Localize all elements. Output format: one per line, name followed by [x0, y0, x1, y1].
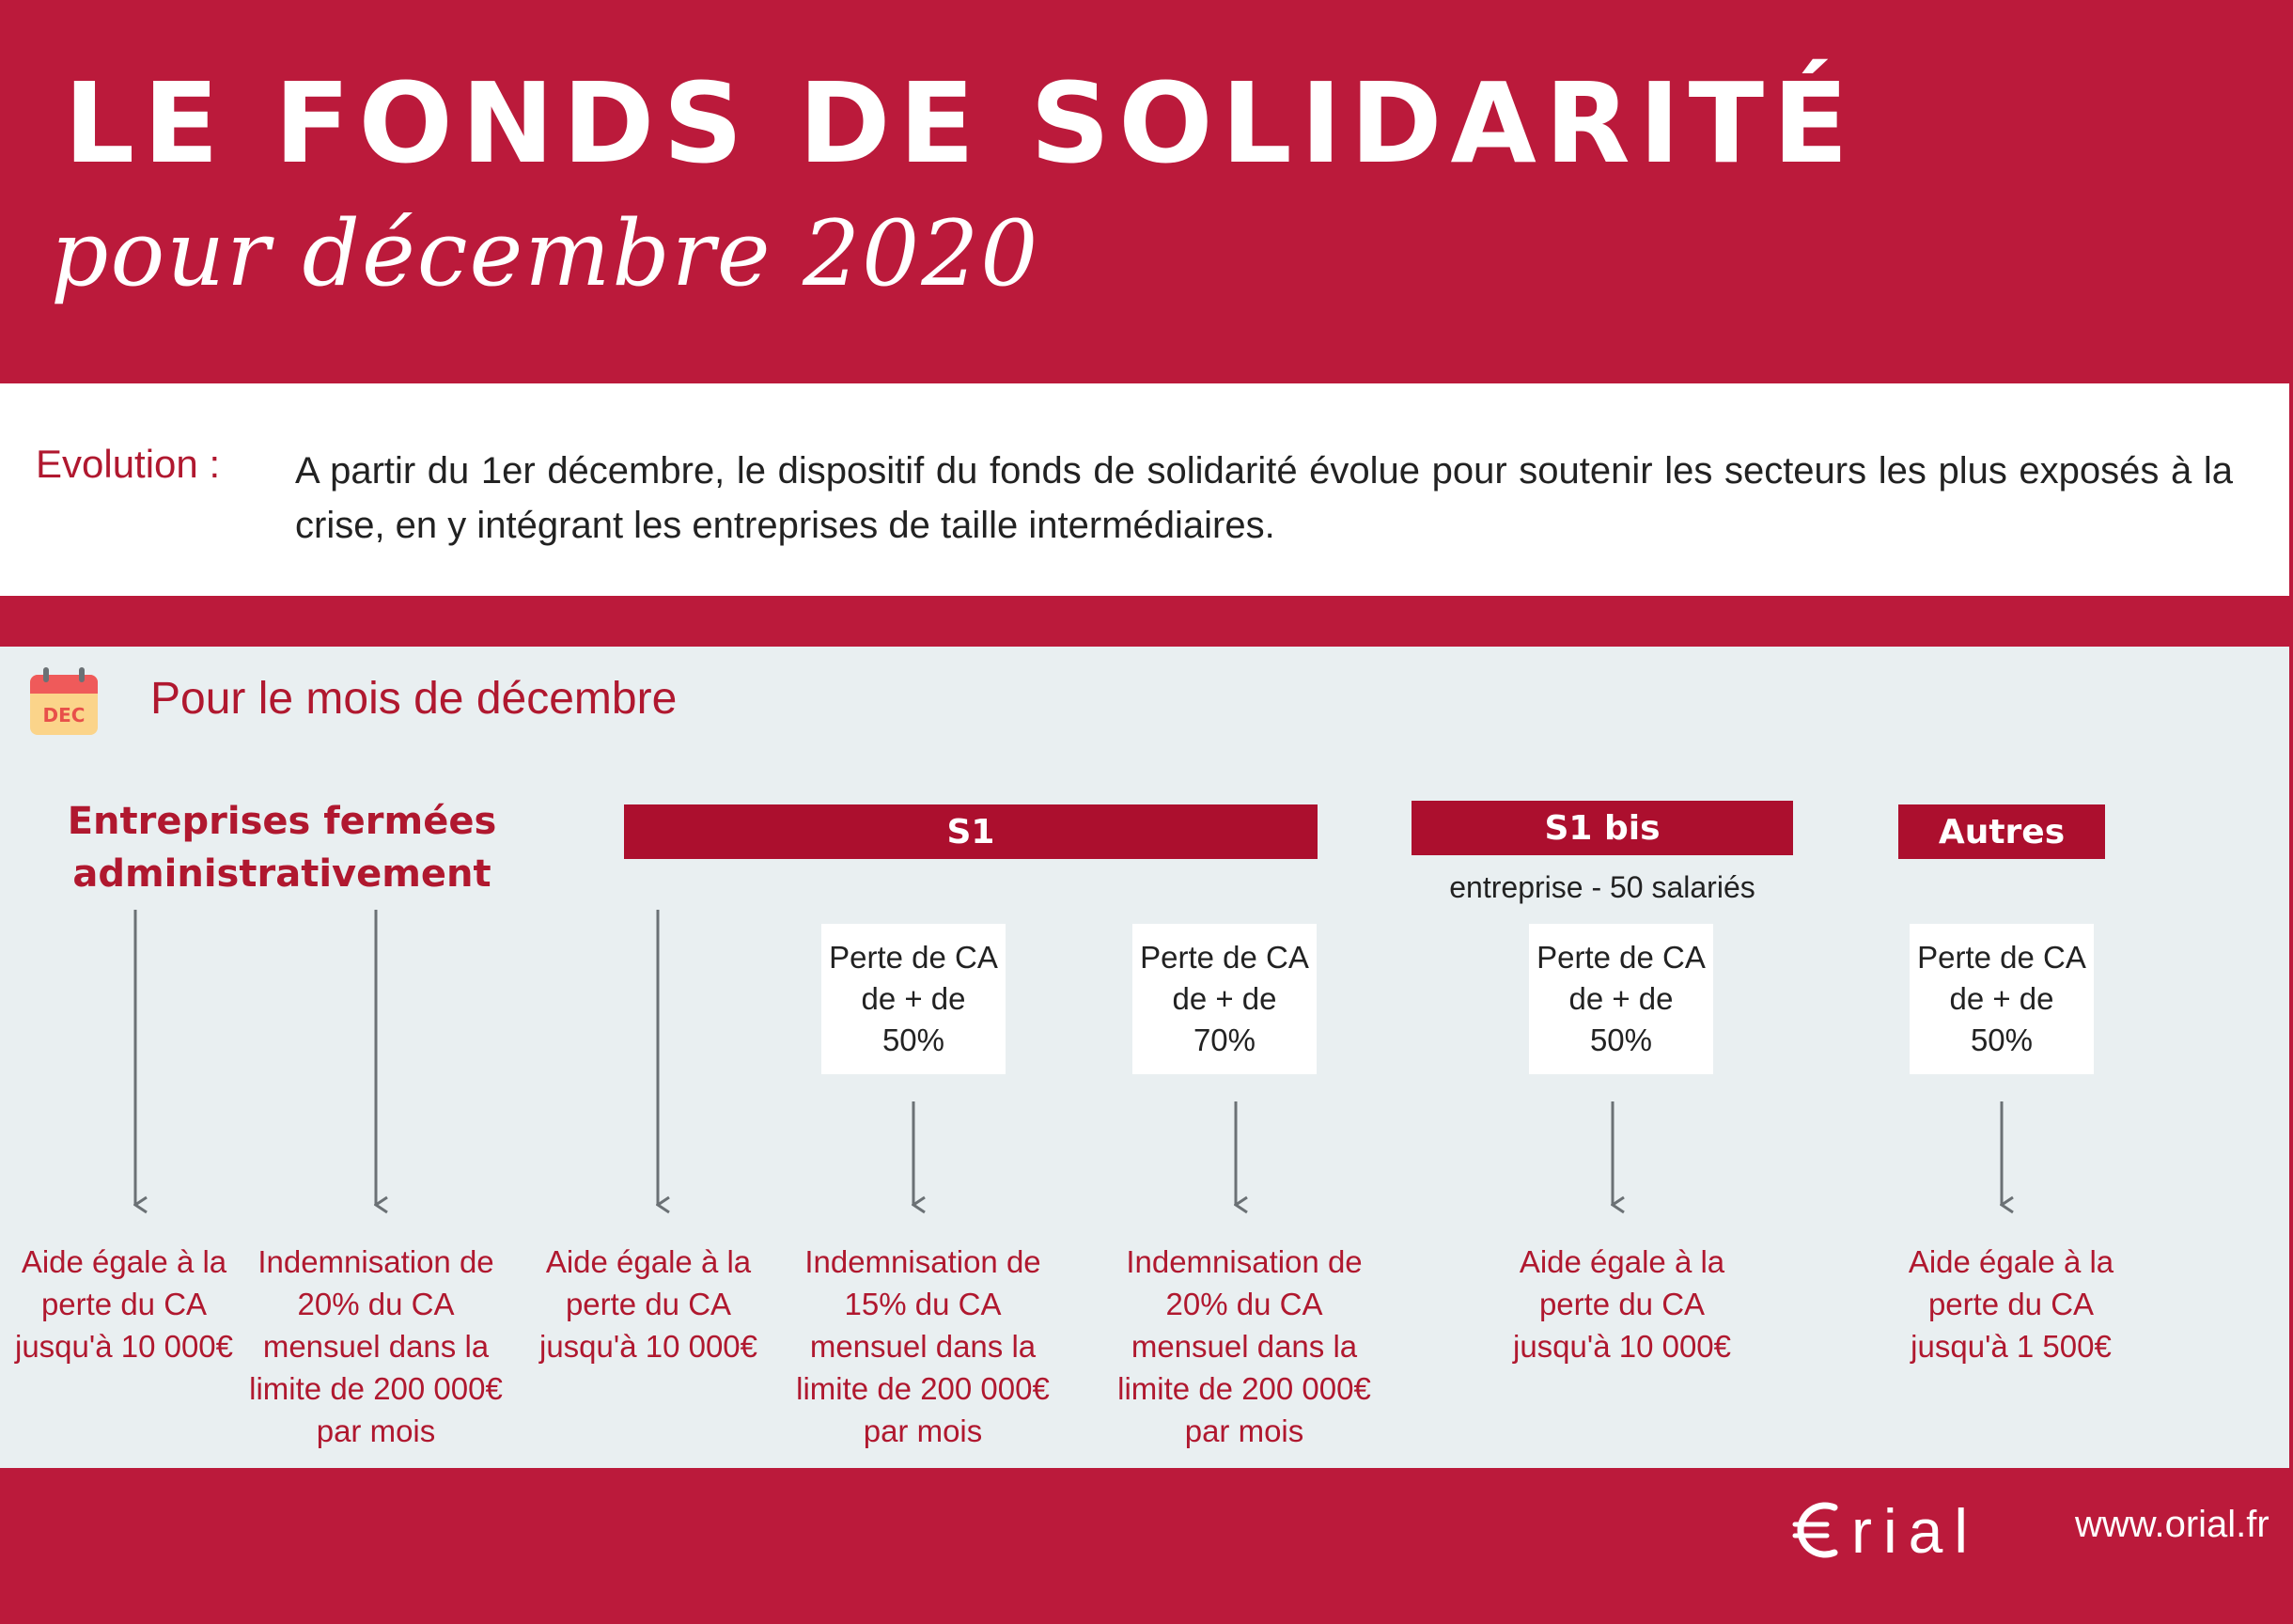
result-line: Aide égale à la: [21, 1244, 227, 1279]
result-line: par mois: [316, 1413, 436, 1448]
result-text: [4, 1241, 244, 1367]
result-line: par mois: [863, 1413, 983, 1448]
condition-box: [1529, 924, 1713, 1074]
result-line: 15% du CA: [844, 1287, 1002, 1321]
condition-box: [1910, 924, 2094, 1074]
result-line: jusqu'à 10 000€: [15, 1329, 233, 1364]
condition-box: [1132, 924, 1317, 1074]
autres-bar: Autres: [1898, 804, 2105, 859]
result-line: par mois: [1184, 1413, 1304, 1448]
result-text: [528, 1241, 769, 1367]
result-line: Aide égale à la: [1908, 1244, 2114, 1279]
section-title: Pour le mois de décembre: [150, 674, 678, 724]
condition-line: Perte de CA: [1536, 940, 1706, 975]
page-subtitle: pour décembre 2020: [51, 201, 1040, 306]
condition-line: de + de: [861, 981, 966, 1016]
condition-line: 50%: [881, 1023, 945, 1057]
condition-box: [821, 924, 1006, 1074]
orial-logo: [1786, 1492, 2011, 1568]
page-title: LE FONDS DE SOLIDARITÉ: [64, 58, 1857, 188]
result-text: [791, 1241, 1054, 1452]
result-line: mensuel dans la: [1131, 1329, 1358, 1364]
result-line: limite de 200 000€: [796, 1371, 1050, 1406]
calendar-icon: [28, 665, 100, 737]
condition-line: Perte de CA: [1917, 940, 2086, 975]
result-line: mensuel dans la: [809, 1329, 1037, 1364]
condition-line: Perte de CA: [829, 940, 998, 975]
result-line: Indemnisation de: [804, 1244, 1041, 1279]
result-line: 20% du CA: [297, 1287, 455, 1321]
result-line: 20% du CA: [1165, 1287, 1323, 1321]
result-line: Aide égale à la: [1519, 1244, 1725, 1279]
condition-line: 50%: [1970, 1023, 2034, 1057]
result-line: jusqu'à 10 000€: [1513, 1329, 1731, 1364]
calendar-icon-label: DEC: [42, 704, 86, 726]
condition-line: de + de: [1568, 981, 1674, 1016]
closed-heading-line: Entreprises fermées: [67, 800, 497, 843]
result-line: jusqu'à 10 000€: [539, 1329, 757, 1364]
result-line: Aide égale à la: [545, 1244, 752, 1279]
s1bis-bar: S1 bis: [1412, 801, 1793, 855]
condition-line: 50%: [1589, 1023, 1653, 1057]
condition-line: 70%: [1193, 1023, 1256, 1057]
closed-businesses-heading: [38, 795, 526, 900]
result-line: mensuel dans la: [262, 1329, 490, 1364]
closed-heading-line: administrativement: [72, 852, 491, 896]
result-line: Indemnisation de: [1126, 1244, 1363, 1279]
intro-panel: [0, 383, 2289, 596]
s1-bar: S1: [624, 804, 1318, 859]
condition-line: Perte de CA: [1140, 940, 1309, 975]
result-line: limite de 200 000€: [249, 1371, 503, 1406]
evolution-label: Evolution :: [36, 442, 221, 486]
result-text: [1113, 1241, 1376, 1452]
website-link[interactable]: www.orial.fr: [2075, 1504, 2270, 1545]
result-line: perte du CA: [565, 1287, 732, 1321]
condition-line: de + de: [1949, 981, 2054, 1016]
result-text: [1502, 1241, 1742, 1367]
result-line: perte du CA: [1927, 1287, 2095, 1321]
result-line: perte du CA: [1538, 1287, 1706, 1321]
condition-line: de + de: [1172, 981, 1277, 1016]
result-text: [244, 1241, 507, 1452]
result-line: Indemnisation de: [257, 1244, 494, 1279]
evolution-text: A partir du 1er décembre, le dispositif du fonds de solidarité évolue pour soutenir les secteurs les plus exposés à la crise, en y intégrant les entreprises de taille intermédiaires.: [295, 450, 2233, 546]
s1bis-subtitle: entreprise - 50 salariés: [1449, 870, 1755, 904]
result-line: limite de 200 000€: [1117, 1371, 1371, 1406]
result-text: [1891, 1241, 2131, 1367]
logo-text: rial: [1851, 1496, 1980, 1566]
result-line: jusqu'à 1 500€: [1911, 1329, 2112, 1364]
result-line: perte du CA: [40, 1287, 208, 1321]
